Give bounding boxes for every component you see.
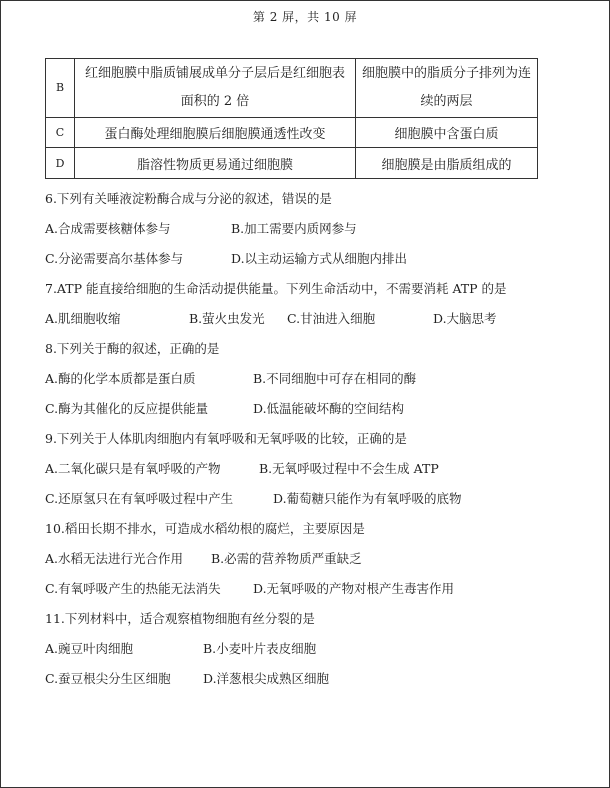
table-cell: 细胞膜是由脂质组成的 — [356, 148, 538, 179]
option-a: A.豌豆叶肉细胞 — [45, 641, 134, 656]
table-row — [46, 118, 538, 148]
table-cell: 蛋白酶处理细胞膜后细胞膜通透性改变 — [75, 118, 356, 148]
question-6-stem: 6.下列有关唾液淀粉酶合成与分泌的叙述，错误的是 — [45, 191, 332, 206]
option-b: B.不同细胞中可存在相同的酶 — [253, 371, 417, 386]
table-row — [46, 148, 538, 179]
question-8-stem: 8.下列关于酶的叙述，正确的是 — [45, 341, 220, 356]
option-b: B.加工需要内质网参与 — [231, 221, 357, 236]
option-c: C.还原氢只在有氧呼吸过程中产生 — [45, 491, 234, 506]
option-b: B.无氧呼吸过程中不会生成 ATP — [259, 461, 439, 476]
row-label: D — [46, 148, 75, 179]
option-d: D.洋葱根尖成熟区细胞 — [203, 671, 330, 686]
option-a: A.二氧化碳只是有氧呼吸的产物 — [45, 461, 221, 476]
option-d: D.葡萄糖只能作为有氧呼吸的底物 — [273, 491, 462, 506]
option-c: C.酶为其催化的反应提供能量 — [45, 401, 209, 416]
option-a: A.合成需要核糖体参与 — [45, 221, 171, 236]
question-10-stem: 10.稻田长期不排水，可造成水稻幼根的腐烂，主要原因是 — [45, 521, 365, 536]
option-b: B.小麦叶片表皮细胞 — [203, 641, 317, 656]
table-cell: 红细胞膜中脂质铺展成单分子层后是红细胞表面积的 2 倍 — [75, 59, 356, 118]
option-a: A.肌细胞收缩 — [45, 311, 121, 326]
question-11-stem: 11.下列材料中，适合观察植物细胞有丝分裂的是 — [45, 611, 315, 626]
question-7-stem: 7.ATP 能直接给细胞的生命活动提供能量。下列生命活动中，不需要消耗 ATP 的是 — [45, 281, 507, 296]
row-label: B — [46, 59, 75, 118]
table-cell: 细胞膜中含蛋白质 — [356, 118, 538, 148]
table-cell: 脂溶性物质更易通过细胞膜 — [75, 148, 356, 179]
row-label: C — [46, 118, 75, 148]
option-d: D.无氧呼吸的产物对根产生毒害作用 — [253, 581, 455, 596]
option-b: B.必需的营养物质严重缺乏 — [211, 551, 362, 566]
option-a: A.水稻无法进行光合作用 — [45, 551, 184, 566]
option-c: C.分泌需要高尔基体参与 — [45, 251, 184, 266]
option-c: C.有氧呼吸产生的热能无法消失 — [45, 581, 221, 596]
table-cell: 细胞膜中的脂质分子排列为连续的两层 — [356, 59, 538, 118]
table-row — [46, 59, 538, 118]
option-c: C.蚕豆根尖分生区细胞 — [45, 671, 171, 686]
option-d: D.以主动运输方式从细胞内排出 — [231, 251, 408, 266]
option-a: A.酶的化学本质都是蛋白质 — [45, 371, 196, 386]
option-d: D.大脑思考 — [433, 311, 497, 326]
option-b: B.萤火虫发光 — [189, 311, 265, 326]
option-d: D.低温能破坏酶的空间结构 — [253, 401, 405, 416]
option-c: C.甘油进入细胞 — [287, 311, 376, 326]
page-header: 第 2 屏，共 10 屏 — [252, 10, 358, 24]
question-9-stem: 9.下列关于人体肌肉细胞内有氧呼吸和无氧呼吸的比较，正确的是 — [45, 431, 407, 446]
answer-table — [45, 58, 538, 179]
